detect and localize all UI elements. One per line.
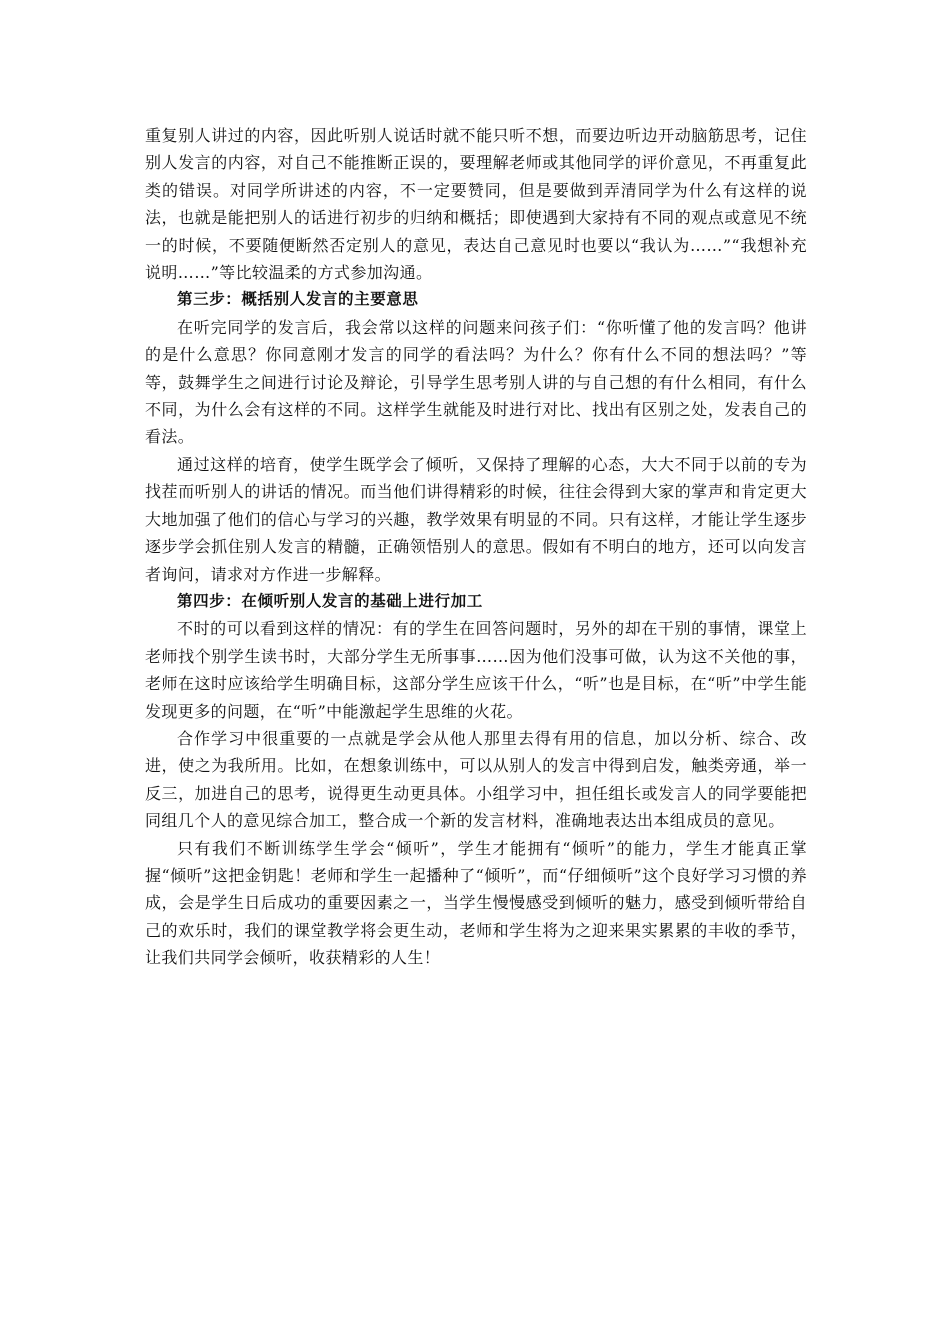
paragraph-step-three-results: 通过这样的培育，使学生既学会了倾听，又保持了理解的心态，大大不同于以前的专为找茬而听别人的讲话的情况。而当他们讲得精彩的时候，往往会得到大家的掌声和肯定更大大地加强了他们的信心与学习的兴趣，教学效果有明显的不同。只有这样，才能让学生逐步逐步学会抓住别人发言的精髓，正确领悟别人的意思。假如有不明白的地方，还可以向发言者询问，请求对方作进一步解释。 xyxy=(145,454,807,584)
heading-step-four: 第四步：在倾听别人发言的基础上进行加工 xyxy=(177,591,483,610)
paragraph-step-four-observation: 不时的可以看到这样的情况：有的学生在回答问题时，另外的却在干别的事情，课堂上老师找个别学生读书时，大部分学生无所事事……因为他们没事可做，认为这不关他的事，老师在这时应该给学生明确目标，这部分学生应该干什么，“听”也是目标，在“听”中学生能发现更多的问题，在“听”中能激起学生思维的火花。 xyxy=(145,619,807,721)
paragraph-listening-intro: 重复别人讲过的内容，因此听别人说话时就不能只听不想，而要边听边开动脑筋思考，记住别人发言的内容，对自己不能推断正误的，要理解老师或其他同学的评价意见，不再重复此类的错误。对同学所讲述的内容，不一定要赞同，但是要做到弄清同学为什么有这样的说法，也就是能把别人的话进行初步的归纳和概括；即使遇到大家持有不同的观点或意见不统一的时候，不要随便断然否定别人的意见，表达自己意见时也要以“我认为……”“我想补充说明……”等比较温柔的方式参加沟通。 xyxy=(145,126,807,283)
heading-step-three: 第三步：概括别人发言的主要意思 xyxy=(177,290,419,309)
paragraph-step-three-questions: 在听完同学的发言后，我会常以这样的问题来问孩子们：“你听懂了他的发言吗？他讲的是什么意思？你同意刚才发言的同学的看法吗？为什么？你有什么不同的想法吗？”等等，鼓舞学生之间进行讨论及辩论，引导学生思考别人讲的与自己想的有什么相同，有什么不同，为什么会有这样的不同。这样学生就能及时进行对比、找出有区别之处，发表自己的看法。 xyxy=(145,317,807,447)
document-page xyxy=(145,122,807,972)
paragraph-step-four-cooperation: 合作学习中很重要的一点就是学会从他人那里去得有用的信息，加以分析、综合、改进，使之为我所用。比如，在想象训练中，可以从别人的发言中得到启发，触类旁通，举一反三，加进自己的思考，说得更生动更具体。小组学习中，担任组长或发言人的同学要能把同组几个人的意见综合加工，整合成一个新的发言材料，准确地表达出本组成员的意见。 xyxy=(145,728,807,831)
paragraph-conclusion: 只有我们不断训练学生学会“倾听”，学生才能拥有“倾听”的能力，学生才能真正掌握“倾听”这把金钥匙！老师和学生一起播种了“倾听”，而“仔细倾听”这个良好学习习惯的养成，会是学生日后成功的重要因素之一，当学生慢慢感受到倾听的魅力，感受到倾听带给自己的欢乐时，我们的课堂教学将会更生动，老师和学生将为之迎来果实累累的丰收的季节，让我们共同学会倾听，收获精彩的人生！ xyxy=(145,838,807,968)
